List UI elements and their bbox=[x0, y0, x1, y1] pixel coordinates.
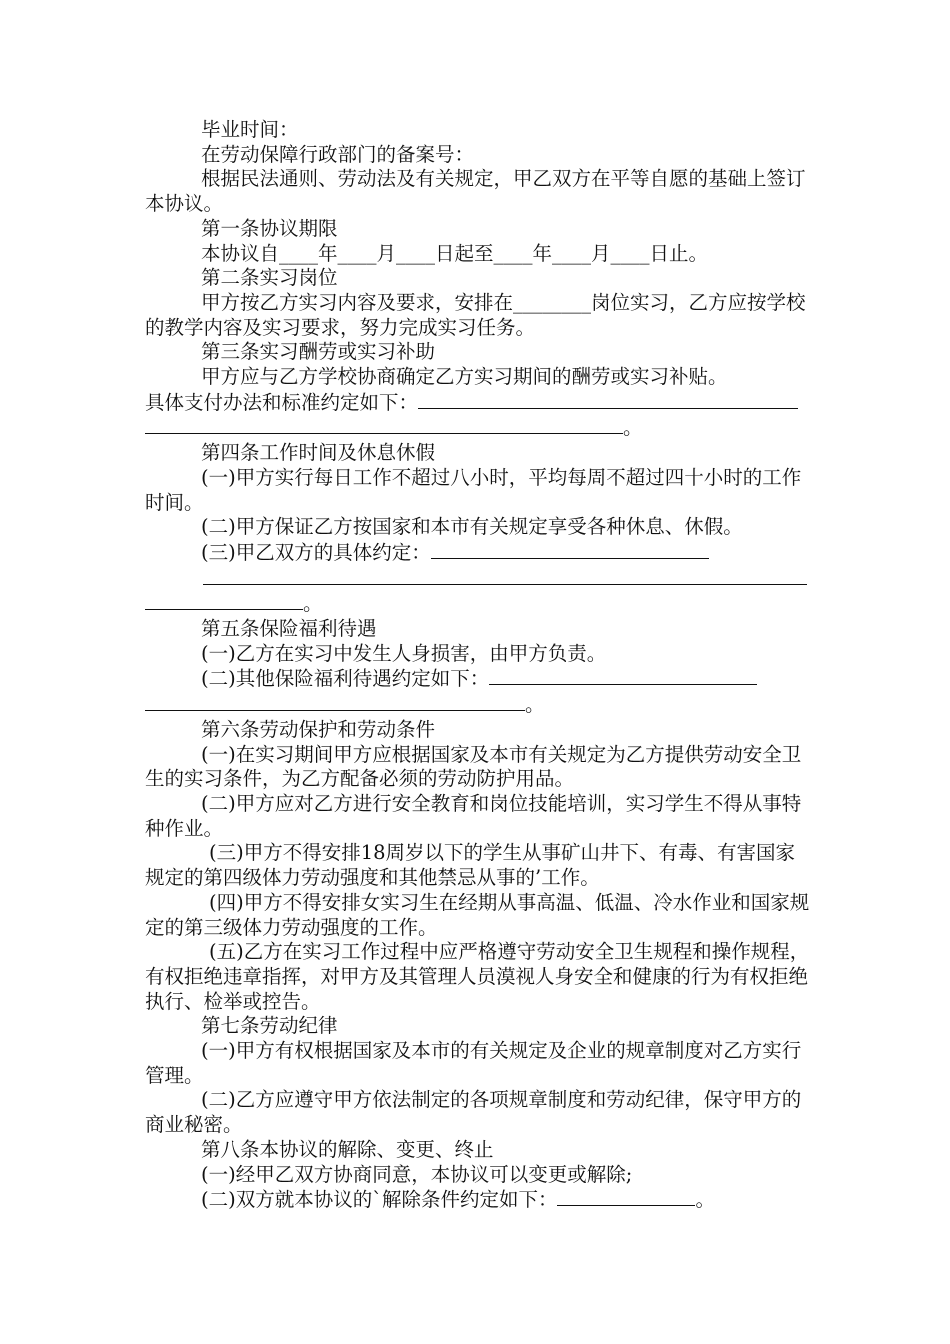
other-benefits-label: (二)其他保险福利待遇约定如下： bbox=[201, 667, 490, 691]
paragraph-payment-terms bbox=[145, 390, 810, 416]
payment-terms-end: 。 bbox=[623, 416, 643, 440]
paragraph-working-hours: (一)甲方实行每日工作不超过八小时，平均每周不超过四十小时的工作时间。 bbox=[145, 465, 802, 514]
paragraph-specific-agreement-cont bbox=[145, 566, 810, 592]
payment-terms-blank-2 bbox=[145, 415, 623, 434]
paragraph-payment-terms-cont bbox=[145, 415, 810, 441]
heading-article-4: 第四条工作时间及休息休假 bbox=[201, 441, 436, 465]
paragraph-filing-number: 在劳动保障行政部门的备案号： bbox=[201, 142, 475, 166]
other-benefits-end: 。 bbox=[525, 693, 545, 717]
heading-article-8: 第八条本协议的解除、变更、终止 bbox=[201, 1137, 494, 1161]
payment-terms-blank bbox=[418, 390, 798, 409]
paragraph-other-benefits bbox=[145, 666, 810, 692]
paragraph-other-benefits-cont bbox=[145, 692, 810, 718]
paragraph-graduation-time: 毕业时间： bbox=[201, 118, 299, 141]
termination-conditions-blank bbox=[557, 1187, 695, 1206]
paragraph-minors: (三)甲方不得安排18周岁以下的学生从事矿山井下、有毒、有害国家规定的第四级体力劳动强度和其他禁忌从事的’工作。 bbox=[145, 841, 796, 890]
paragraph-discipline: (二)乙方应遵守甲方依法制定的各项规章制度和劳动纪律，保守甲方的商业秘密。 bbox=[145, 1088, 802, 1137]
specific-agreement-blank bbox=[431, 540, 709, 559]
specific-agreement-blank-3 bbox=[145, 591, 303, 610]
heading-article-3: 第三条实习酬劳或实习补助 bbox=[201, 340, 436, 364]
heading-article-6: 第六条劳动保护和劳动条件 bbox=[201, 717, 436, 741]
paragraph-specific-agreement bbox=[145, 540, 810, 566]
paragraph-mutual-change: (一)经甲乙双方协商同意，本协议可以变更或解除; bbox=[201, 1162, 633, 1186]
specific-agreement-label: (三)甲乙双方的具体约定： bbox=[201, 540, 431, 564]
specific-agreement-end: 。 bbox=[303, 592, 323, 616]
paragraph-specific-agreement-cont-2 bbox=[145, 591, 810, 617]
payment-terms-label: 具体支付办法和标准约定如下： bbox=[145, 390, 419, 414]
heading-article-2: 第二条实习岗位 bbox=[201, 266, 338, 290]
paragraph-safety-training: (二)甲方应对乙方进行安全教育和岗位技能培训，实习学生不得从事特种作业。 bbox=[145, 791, 802, 840]
paragraph-termination-conditions bbox=[145, 1187, 810, 1213]
heading-article-7: 第七条劳动纪律 bbox=[201, 1014, 338, 1038]
termination-conditions-end: 。 bbox=[695, 1188, 715, 1212]
paragraph-female-interns: (四)甲方不得安排女实习生在经期从事高温、低温、冷水作业和国家规定的第三级体力劳动强度的工作。 bbox=[145, 890, 810, 939]
paragraph-rest-leave: (二)甲方保证乙方按国家和本市有关规定享受各种休息、休假。 bbox=[201, 515, 743, 539]
heading-article-1: 第一条协议期限 bbox=[201, 216, 338, 240]
paragraph-legal-basis: 根据民法通则、劳动法及有关规定，甲乙双方在平等自愿的基础上签订本协议。 bbox=[145, 167, 806, 216]
specific-agreement-blank-2 bbox=[203, 566, 807, 585]
paragraph-management: (一)甲方有权根据国家及本市的有关规定及企业的规章制度对乙方实行管理。 bbox=[145, 1039, 802, 1087]
document-body bbox=[145, 118, 810, 1213]
paragraph-term: 本协议自____年____月____日起至____年____月____日止。 bbox=[201, 241, 709, 265]
other-benefits-blank-2 bbox=[145, 692, 525, 711]
paragraph-position: 甲方按乙方实习内容及要求，安排在________岗位实习，乙方应按学校的教学内容及实习要求，努力完成实习任务。 bbox=[145, 290, 806, 339]
paragraph-compensation: 甲方应与乙方学校协商确定乙方实习期间的酬劳或实习补贴。 bbox=[201, 365, 728, 389]
heading-article-5: 第五条保险福利待遇 bbox=[201, 617, 377, 641]
paragraph-safety-conditions: (一)在实习期间甲方应根据国家及本市有关规定为乙方提供劳动安全卫生的实习条件，为乙方配备必须的劳动防护用品。 bbox=[145, 742, 802, 791]
paragraph-injury: (一)乙方在实习中发生人身损害，由甲方负责。 bbox=[201, 641, 607, 665]
other-benefits-blank bbox=[489, 666, 757, 685]
termination-conditions-label: (二)双方就本协议的`解除条件约定如下： bbox=[201, 1188, 558, 1212]
paragraph-intern-rights: (五)乙方在实习工作过程中应严格遵守劳动安全卫生规程和操作规程，有权拒绝违章指挥，对甲方及其管理人员漠视人身安全和健康的行为有权拒绝执行、检举或控告。 bbox=[145, 940, 810, 1013]
